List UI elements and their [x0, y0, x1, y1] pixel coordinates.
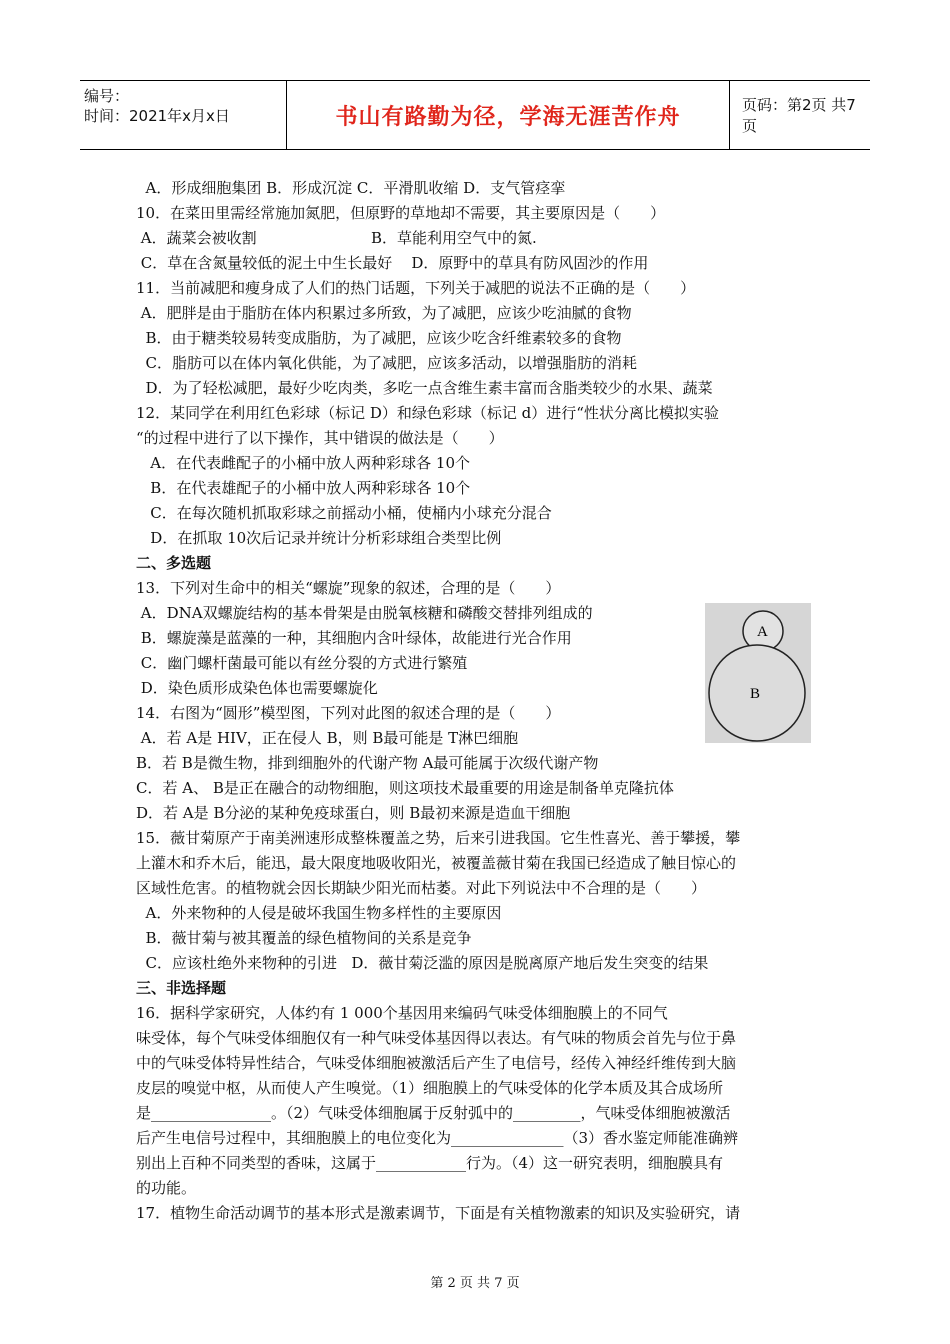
text-line: D．在抓取 10次后记录并统计分析彩球组合类型比例	[136, 529, 502, 547]
page-header	[80, 80, 870, 150]
label-b: B	[750, 686, 761, 702]
text-line: B．由于糖类较易转变成脂肪，为了减肥，应该少吃含纤维素较多的食物	[136, 329, 622, 347]
text-line: A．DNA双螺旋结构的基本骨架是由脱氧核糖和磷酸交替排列组成的	[136, 604, 593, 622]
page-footer: 第 2 页 共 7 页	[430, 1276, 520, 1291]
text-line: D．染色质形成染色体也需要螺旋化	[136, 679, 378, 697]
header-meta	[80, 81, 286, 149]
time-label: 时间：2021年x月x日	[84, 107, 230, 125]
text-line: 皮层的嗅觉中枢，从而使人产生嗅觉。（1）细胞膜上的气味受体的化学本质及其合成场所	[136, 1079, 724, 1097]
text-line: 味受体，每个气味受体细胞仅有一种气味受体基因得以表达。有气味的物质会首先与位于鼻	[136, 1029, 737, 1047]
section-heading: 三、非选择题	[136, 979, 227, 997]
text-line: C．应该杜绝外来物种的引进 D．薇甘菊泛滥的原因是脱离原产地后发生突变的结果	[136, 954, 709, 972]
text-line: D．为了轻松减肥，最好少吃肉类，多吃一点含维生素丰富而含脂类较少的水果、蔬菜	[136, 379, 713, 397]
text-line: 后产生电信号过程中，其细胞膜上的电位变化为_______________（3）香水鉴定师能准确辨	[136, 1129, 739, 1147]
header-motto: 书山有路勤为径，学海无涯苦作舟	[286, 81, 730, 149]
text-line: 区域性危害。的植物就会因长期缺少阳光而枯萎。对此下列说法中不合理的是（ ）	[136, 879, 707, 897]
circle-model-diagram	[705, 603, 811, 743]
text-line: “的过程中进行了以下操作，其中错误的做法是（ ）	[136, 429, 504, 447]
text-line: B．若 B是微生物，排到细胞外的代谢产物 A最可能属于次级代谢产物	[136, 754, 599, 772]
text-line: 14．右图为“圆形”模型图，下列对此图的叙述合理的是（ ）	[136, 704, 561, 722]
text-line: 上灌木和乔木后，能迅，最大限度地吸收阳光，被覆盖薇甘菊在我国已经造成了触目惊心的	[136, 854, 737, 872]
text-line: B．薇甘菊与被其覆盖的绿色植物间的关系是竞争	[136, 929, 472, 947]
text-line: 的功能。	[136, 1179, 197, 1197]
text-line: C．若 A、 B是正在融合的动物细胞，则这项技术最重要的用途是制备单克隆抗体	[136, 779, 674, 797]
text-line: C．脂肪可以在体内氧化供能，为了减肥，应该多活动，以增强脂肪的消耗	[136, 354, 638, 372]
text-line: A．在代表雌配子的小桶中放人两种彩球各 10个	[136, 454, 470, 472]
text-line: 17．植物生命活动调节的基本形式是激素调节，下面是有关植物激素的知识及实验研究，请	[136, 1204, 741, 1222]
text-line: 16．据科学家研究，人体约有 1 000个基因用来编码气味受体细胞膜上的不同气	[136, 1004, 668, 1022]
section-heading: 二、多选题	[136, 554, 212, 572]
header-page-info: 页码：第2页 共7页	[742, 96, 856, 135]
number-label: 编号：	[84, 87, 130, 105]
text-line: C．幽门螺杆菌最可能以有丝分裂的方式进行繁殖	[136, 654, 468, 672]
text-line: 12．某同学在利用红色彩球（标记 D）和绿色彩球（标记 d）进行“性状分离比模拟实验	[136, 404, 719, 422]
text-line: 别出上百种不同类型的香味，这属于____________行为。（4）这一研究表明，细胞膜具有	[136, 1154, 724, 1172]
text-line: 11．当前减肥和瘦身成了人们的热门话题，下列关于减肥的说法不正确的是（ ）	[136, 279, 696, 297]
text-line: 13．下列对生命中的相关“螺旋”现象的叙述，合理的是（ ）	[136, 579, 561, 597]
text-line: D．若 A是 B分泌的某种免疫球蛋白，则 B最初来源是造血干细胞	[136, 804, 571, 822]
text-line: A．形成细胞集团 B．形成沉淀 C．平滑肌收缩 D．支气管痉挛	[136, 179, 566, 197]
circle-model-figure	[705, 603, 811, 743]
text-line: C．草在含氮量较低的泥土中生长最好 D．原野中的草具有防风固沙的作用	[136, 254, 649, 272]
text-line: A．若 A是 HIV，正在侵人 B，则 B最可能是 T淋巴细胞	[136, 729, 519, 747]
text-line: C．在每次随机抓取彩球之前摇动小桶，使桶内小球充分混合	[136, 504, 552, 522]
text-line: 10．在菜田里需经常施加氮肥，但原野的草地却不需要，其主要原因是（ ）	[136, 204, 666, 222]
text-line: 15．薇甘菊原产于南美洲速形成整株覆盖之势，后来引进我国。它生性喜光、善于攀援，攀	[136, 829, 741, 847]
label-a: A	[757, 624, 768, 640]
text-line: B．螺旋藻是蓝藻的一种，其细胞内含叶绿体，故能进行光合作用	[136, 629, 572, 647]
text-line: 是________________。（2）气味受体细胞属于反射弧中的_________，气味受体细胞被激活	[136, 1104, 731, 1122]
text-line: 中的气味受体特异性结合，气味受体细胞被激活后产生了电信号，经传入神经纤维传到大脑	[136, 1054, 737, 1072]
text-line: A．外来物种的人侵是破坏我国生物多样性的主要原因	[136, 904, 502, 922]
text-line: B．在代表雄配子的小桶中放人两种彩球各 10个	[136, 479, 471, 497]
text-line: A．蔬菜会被收割 B．草能利用空气中的氮.	[136, 229, 537, 247]
text-line: A．肥胖是由于脂肪在体内积累过多所致，为了减肥，应该少吃油腻的食物	[136, 304, 632, 322]
